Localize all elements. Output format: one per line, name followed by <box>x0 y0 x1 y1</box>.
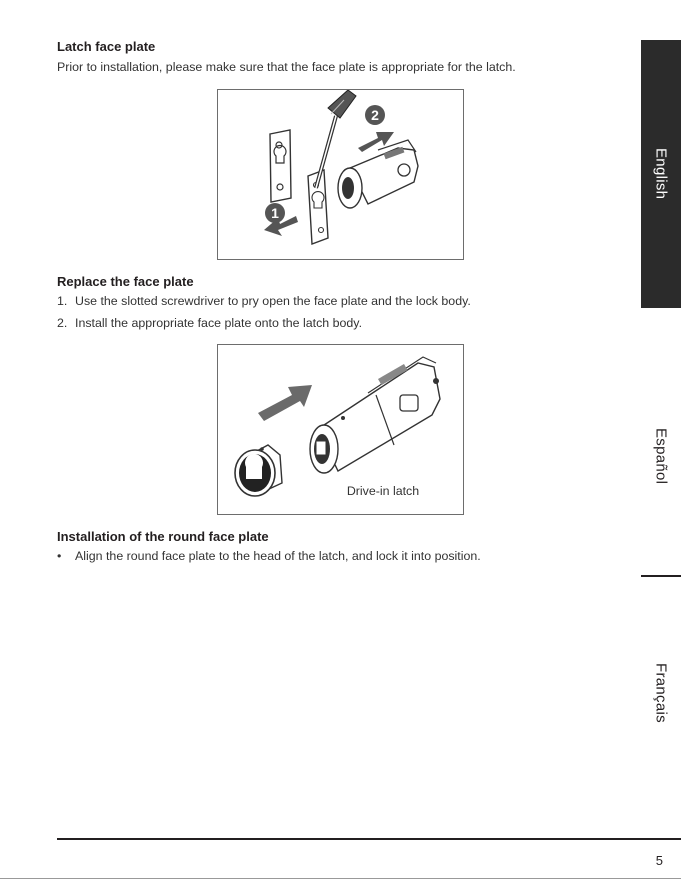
step-number: 2. <box>57 316 68 330</box>
drive-in-latch-illustration <box>218 345 463 514</box>
step-1-badge-label: 1 <box>271 205 279 221</box>
step-text: Use the slotted screwdriver to pry open the face plate and the lock body. <box>75 294 471 308</box>
page-number: 5 <box>655 853 663 868</box>
tab-english-label: English <box>652 148 670 200</box>
page-edge-line <box>0 878 681 879</box>
replace-step-1 <box>57 294 471 308</box>
latch-intro-text: Prior to installation, please make sure that the face plate is appropriate for the latch. <box>57 60 516 74</box>
tab-espanol-label: Español <box>652 427 670 485</box>
figure-drive-in-latch <box>217 344 464 515</box>
replace-step-2 <box>57 316 362 330</box>
tab-english[interactable] <box>641 40 681 308</box>
face-plate-removal-illustration <box>218 90 463 259</box>
heading-replace-face-plate: Replace the face plate <box>57 274 194 289</box>
tab-espanol[interactable] <box>641 340 681 572</box>
round-face-plate-instruction <box>57 549 481 563</box>
step-text: Install the appropriate face plate onto the latch body. <box>75 316 363 330</box>
drive-in-latch-caption: Drive-in latch <box>346 484 420 498</box>
instruction-text: Align the round face plate to the head of the latch, and lock it into position. <box>75 549 481 563</box>
step-number: 1. <box>57 294 68 308</box>
step-2-badge-label: 2 <box>371 107 379 123</box>
footer-divider <box>57 838 681 840</box>
figure-face-plate-removal <box>217 89 464 260</box>
tab-francais[interactable] <box>641 575 681 809</box>
bullet-marker: • <box>57 549 62 563</box>
heading-round-face-plate: Installation of the round face plate <box>57 529 269 544</box>
tab-francais-label: Français <box>652 663 670 723</box>
heading-latch-face-plate: Latch face plate <box>57 39 156 54</box>
